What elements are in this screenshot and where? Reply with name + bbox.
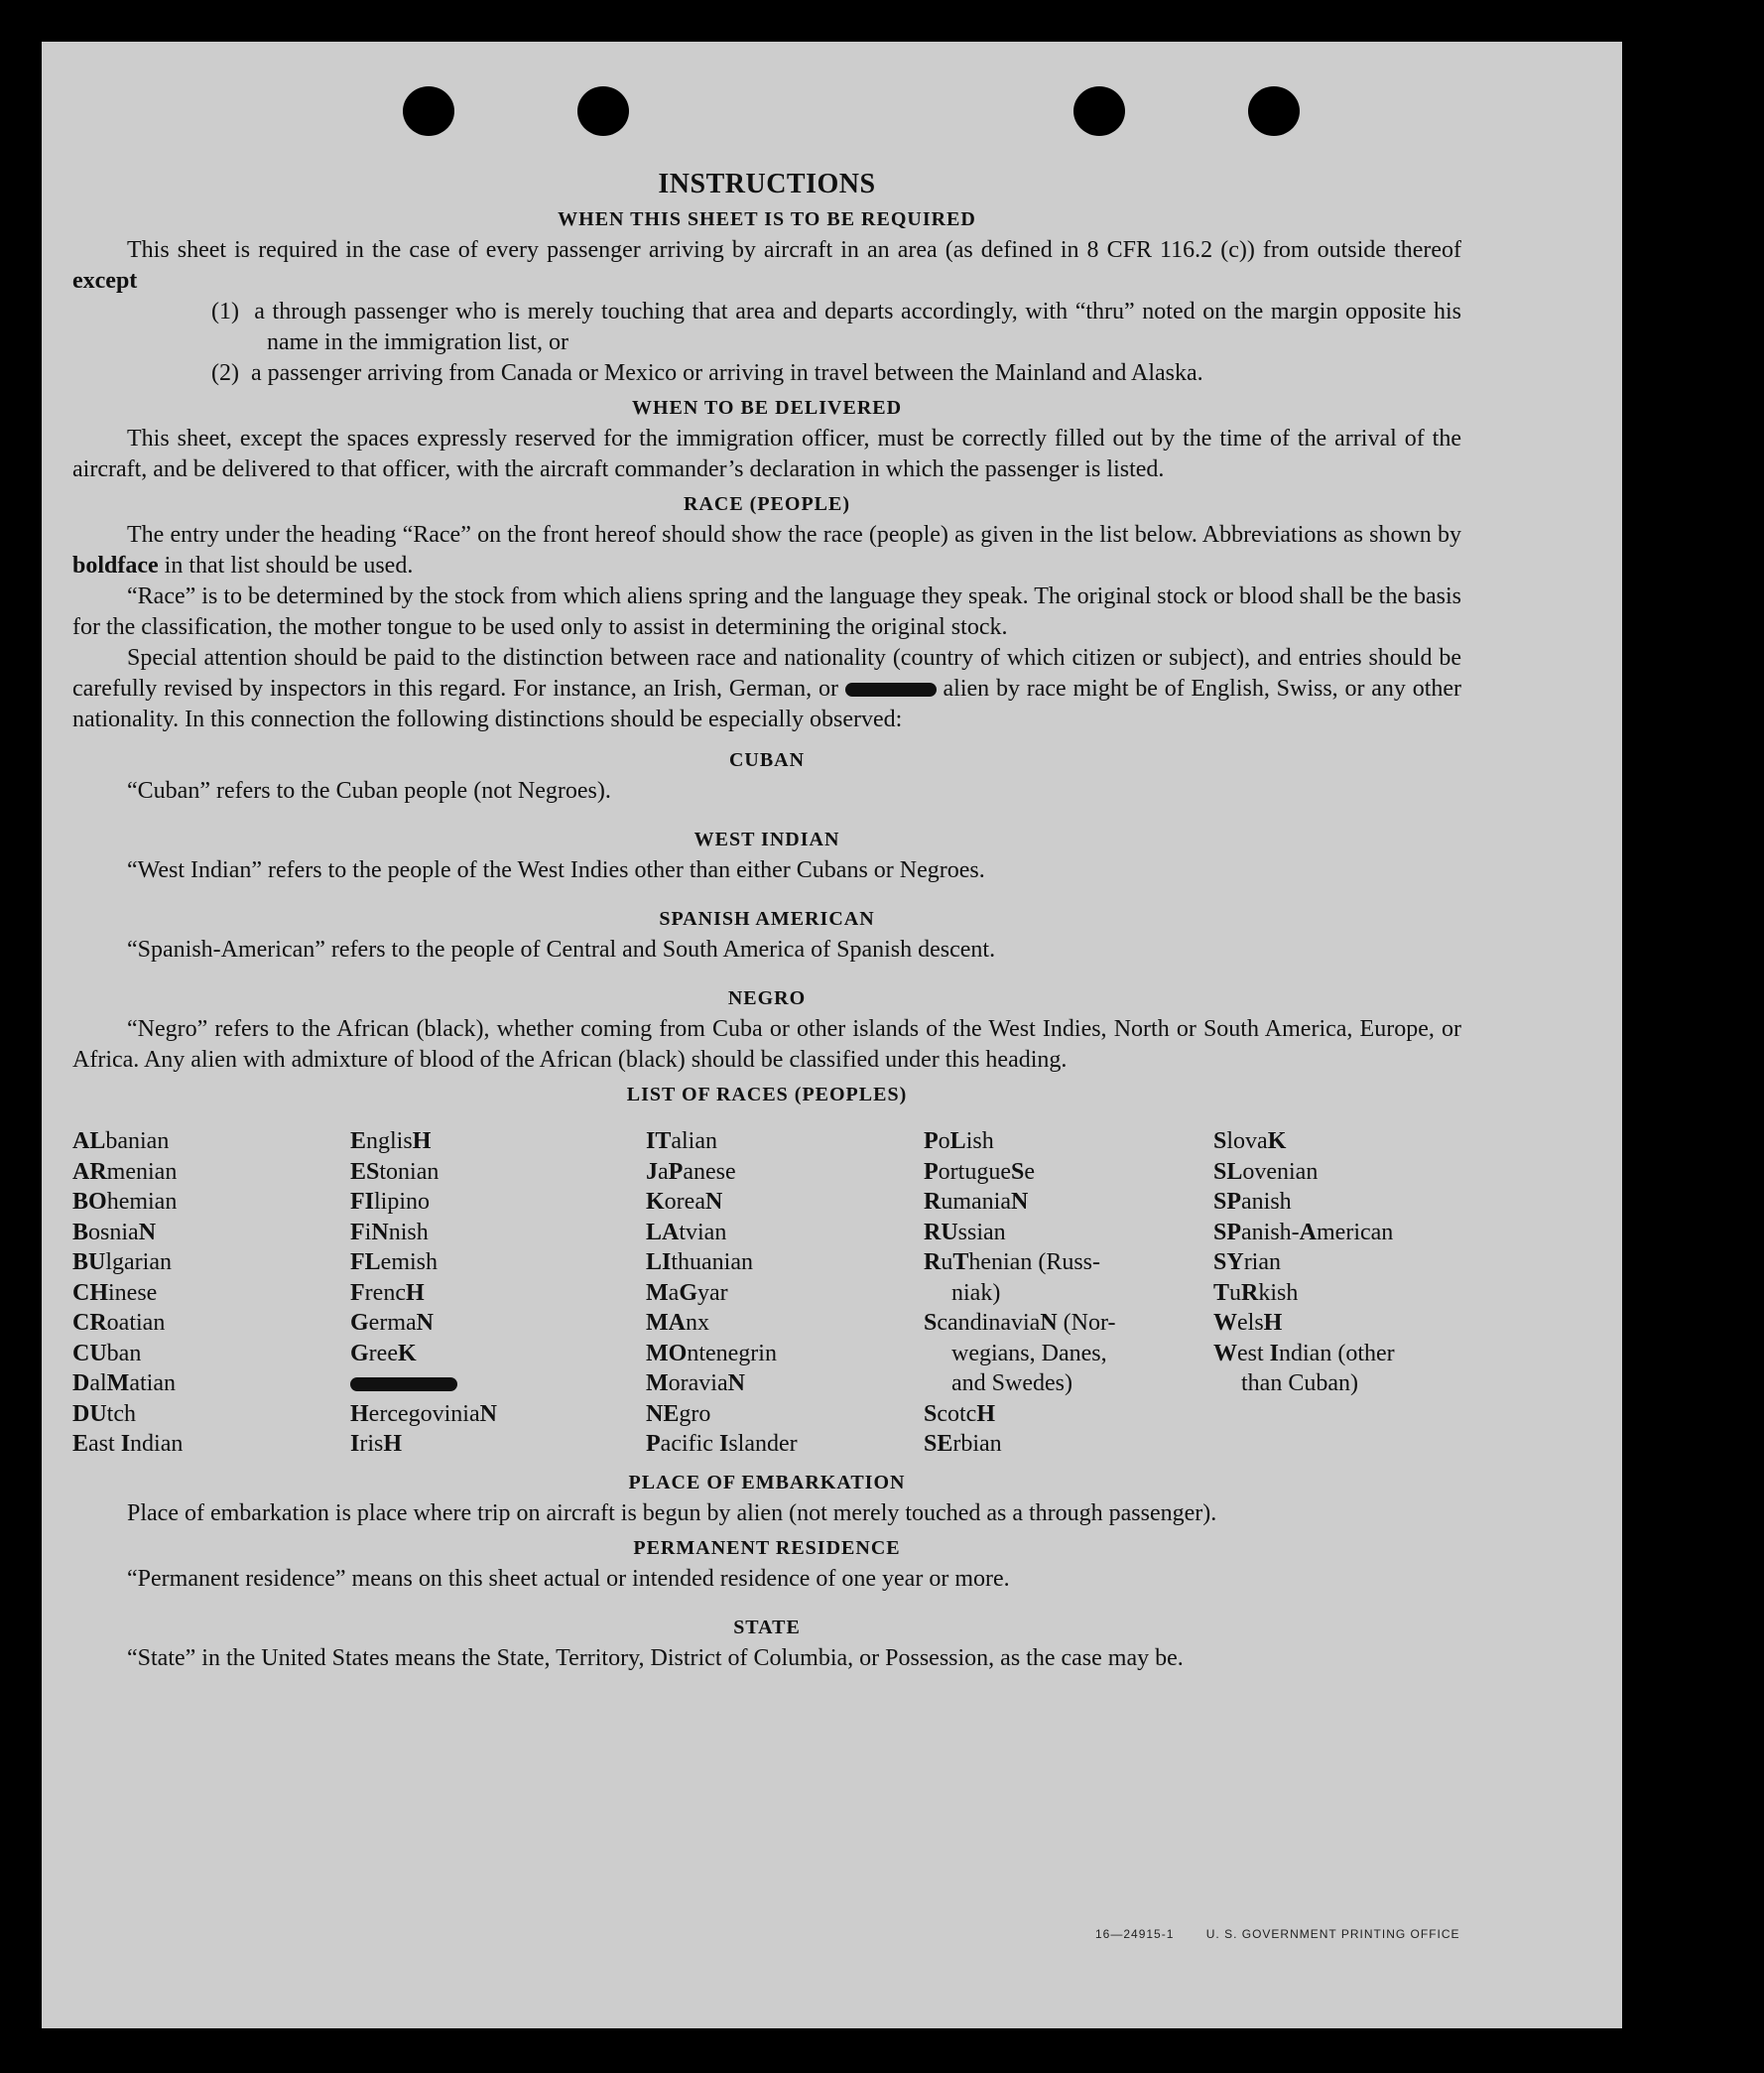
race-entry: SLovenian — [1213, 1158, 1319, 1185]
race-entry: SPanish — [1213, 1189, 1292, 1215]
paragraph: “Race” is to be determined by the stock from which aliens spring and the language they speak. The original stock or blood shall be the basis for the classification, the mother tongue to be used only to assist in determining the original stock. — [72, 583, 1461, 640]
race-entry: ITalian — [646, 1128, 717, 1154]
race-entry: BosniaN — [72, 1219, 157, 1245]
redaction-mark — [845, 683, 937, 697]
race-entry: NEgro — [646, 1400, 711, 1427]
printer-footer — [1095, 1927, 1488, 1941]
race-entry: GermaN — [350, 1310, 434, 1336]
punch-hole — [403, 86, 454, 136]
paragraph: “State” in the United States means the State, Territory, District of Columbia, or Possession, as the case may be. — [127, 1644, 1184, 1671]
paragraph: “Cuban” refers to the Cuban people (not Negroes). — [127, 778, 611, 804]
race-entry: FLemish — [350, 1249, 438, 1275]
section-heading: WHEN TO BE DELIVERED — [631, 397, 903, 419]
section-heading: NEGRO — [727, 987, 807, 1009]
race-entry: EStonian — [350, 1158, 440, 1185]
race-entry: DalMatian — [72, 1370, 176, 1396]
race-column — [350, 1126, 646, 1460]
form-number: 16—24915-1 — [1095, 1927, 1175, 1941]
race-column — [646, 1126, 924, 1460]
race-entry: CUban — [72, 1340, 142, 1366]
page-title: INSTRUCTIONS — [658, 169, 876, 199]
race-entry: PoLish — [924, 1128, 994, 1154]
instruction-sheet — [42, 42, 1622, 2028]
section-heading: WEST INDIAN — [693, 829, 840, 850]
section-heading: LIST OF RACES (PEOPLES) — [626, 1084, 908, 1105]
paragraph: This sheet, except the spaces expressly reserved for the immigration officer, must be correctly filled out by the time of the arrival of the aircraft, and be delivered to that officer, with the aircraft commander’s declaration in which the passenger is listed. — [72, 426, 1461, 482]
race-entry: CHinese — [72, 1279, 158, 1306]
race-entry: PortugueSe — [924, 1158, 1035, 1185]
race-entry: ARmenian — [72, 1158, 178, 1185]
race-column — [72, 1126, 350, 1460]
punch-hole — [577, 86, 629, 136]
race-entry: GreeK — [350, 1340, 417, 1366]
race-entry: MaGyar — [646, 1279, 728, 1306]
race-entry: DUtch — [72, 1400, 136, 1427]
race-entry: IrisH — [350, 1431, 403, 1457]
paragraph: “West Indian” refers to the people of the West Indies other than either Cubans or Negroes. — [127, 857, 985, 883]
paragraph: Special attention should be paid to the distinction between race and nationality (country of which citizen or subject), and entries should be carefully revised by inspectors in this regard. For instance, an Irish, German, or alien by race might be of English, Swiss, or any other nationality. In this connection the following distinctions should be especially observed: — [72, 645, 1462, 732]
race-entry: ScotcH — [924, 1400, 996, 1427]
race-column — [1213, 1126, 1461, 1460]
race-entry: LIthuanian — [646, 1249, 753, 1275]
race-entry: MoraviaN — [646, 1370, 745, 1396]
race-entry: Pacific Islander — [646, 1431, 798, 1457]
race-list — [72, 1126, 1461, 1460]
race-entry: MAnx — [646, 1310, 709, 1336]
race-entry: RUssian — [924, 1219, 1006, 1245]
race-column — [924, 1126, 1213, 1460]
race-entry: FIlipino — [350, 1189, 431, 1215]
race-entry: SlovaK — [1213, 1128, 1287, 1154]
list-item: (1) a through passenger who is merely touching that area and departs accordingly, with “thru” noted on the margin opposite his name in the immigration list, or — [211, 299, 1462, 355]
race-entry: KoreaN — [646, 1189, 723, 1215]
document-body — [72, 161, 1461, 1674]
redaction-mark — [350, 1377, 457, 1391]
section-heading: SPANISH AMERICAN — [659, 908, 875, 930]
race-entry: ALbanian — [72, 1128, 170, 1154]
race-entry: CRoatian — [72, 1310, 166, 1336]
race-entry: TuRkish — [1213, 1279, 1299, 1306]
race-entry: HercegoviniaN — [350, 1400, 497, 1427]
printer-name: U. S. GOVERNMENT PRINTING OFFICE — [1205, 1927, 1460, 1941]
section-heading: STATE — [733, 1616, 801, 1638]
list-item: (2) a passenger arriving from Canada or Mexico or arriving in travel between the Mainland and Alaska. — [211, 360, 1203, 386]
race-entry: RuThenian (Russ- niak) — [924, 1249, 1101, 1306]
race-entry: East Indian — [72, 1431, 184, 1457]
race-entry: EnglisH — [350, 1128, 432, 1154]
race-entry: RumaniaN — [924, 1189, 1029, 1215]
paragraph: This sheet is required in the case of every passenger arriving by aircraft in an area (as defined in 8 CFR 116.2 (c)) from outside thereof except — [72, 237, 1461, 294]
race-entry: BOhemian — [72, 1189, 178, 1215]
race-entry: SPanish-American — [1213, 1219, 1394, 1245]
race-entry: SErbian — [924, 1431, 1002, 1457]
race-entry: JaPanese — [646, 1158, 736, 1185]
race-entry: BUlgarian — [72, 1249, 172, 1275]
race-entry: West Indian (other than Cuban) — [1213, 1340, 1395, 1396]
race-entry: MOntenegrin — [646, 1340, 777, 1366]
section-heading: WHEN THIS SHEET IS TO BE REQUIRED — [558, 208, 976, 230]
race-entry: FrencH — [350, 1279, 425, 1306]
section-heading: PERMANENT RESIDENCE — [633, 1536, 901, 1559]
punch-hole — [1248, 86, 1300, 136]
punch-hole — [1073, 86, 1125, 136]
race-entry: ScandinaviaN (Nor- wegians, Danes, and Swedes) — [924, 1310, 1116, 1396]
section-heading: PLACE OF EMBARKATION — [628, 1471, 906, 1493]
section-heading: CUBAN — [728, 749, 806, 771]
race-entry: WelsH — [1213, 1310, 1283, 1336]
race-entry: LAtvian — [646, 1219, 727, 1245]
paragraph: “Negro” refers to the African (black), whether coming from Cuba or other islands of the West Indies, North or South America, Europe, or Africa. Any alien with admixture of blood of the African (black) should be classified under this heading. — [72, 1016, 1461, 1073]
paragraph: “Permanent residence” means on this sheet actual or intended residence of one year or more. — [127, 1565, 1010, 1592]
race-entry: FiNnish — [350, 1219, 429, 1245]
paragraph: Place of embarkation is place where trip on aircraft is begun by alien (not merely touched as a through passenger). — [127, 1499, 1217, 1526]
race-entry — [350, 1368, 646, 1399]
paragraph: The entry under the heading “Race” on the front hereof should show the race (people) as given in the list below. Abbreviations as shown by boldface in that list should be used. — [72, 522, 1461, 579]
paragraph: “Spanish-American” refers to the people of Central and South America of Spanish descent. — [127, 937, 996, 963]
race-entry: SYrian — [1213, 1249, 1281, 1275]
section-heading: RACE (PEOPLE) — [684, 493, 850, 515]
